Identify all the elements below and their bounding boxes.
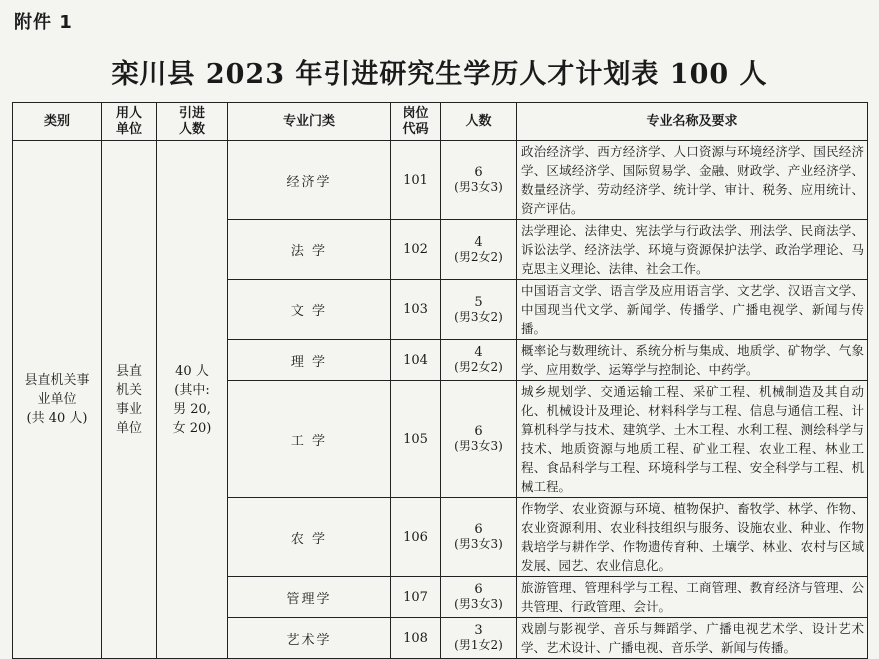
major-requirements: 概率论与数理统计、系统分析与集成、地质学、矿物学、气象学、应用数学、运筹学与控制论、中药学。 (517, 340, 868, 381)
header-major-category: 专业门类 (228, 103, 391, 141)
post-code: 107 (391, 577, 441, 618)
talent-plan-table (12, 102, 868, 659)
major-requirements: 作物学、农业资源与环境、植物保护、畜牧学、林学、作物、农业资源利用、农业科技组织与服务、设施农业、种业、作物栽培学与耕作学、作物遗传育种、土壤学、林业、农村与区域发展、园艺、农业信息化。 (517, 498, 868, 577)
major-requirements: 城乡规划学、交通运输工程、采矿工程、机械制造及其自动化、机械设计及理论、材料科学与工程、信息与通信工程、计算机科学与技术、建筑学、土木工程、水利工程、测绘科学与技术、地质资源与地质工程、矿业工程、农业工程、林业工程、食品科学与工程、环境科学与工程、安全科学与工程、机械工程。 (517, 381, 868, 498)
people-count: 5 (男3女2) (441, 280, 517, 340)
post-code: 104 (391, 340, 441, 381)
post-code: 105 (391, 381, 441, 498)
major-category: 农 学 (228, 498, 391, 577)
major-category: 理 学 (228, 340, 391, 381)
people-count: 6 (男3女3) (441, 141, 517, 220)
category-cell: 县直机关事 业单位 (共 40 人) (13, 141, 102, 659)
major-category: 管理学 (228, 577, 391, 618)
people-count: 4 (男2女2) (441, 340, 517, 381)
header-employer: 用人 单位 (102, 103, 157, 141)
total-count-cell: 40 人 (其中: 男 20, 女 20) (157, 141, 228, 659)
header-post-code: 岗位 代码 (391, 103, 441, 141)
major-category: 法 学 (228, 220, 391, 280)
major-requirements: 法学理论、法律史、宪法学与行政法学、刑法学、民商法学、诉讼法学、经济法学、环境与资源保护法学、政治学理论、马克思主义理论、法律、社会工作。 (517, 220, 868, 280)
post-code: 103 (391, 280, 441, 340)
people-count: 6 (男3女3) (441, 577, 517, 618)
major-category: 艺术学 (228, 618, 391, 659)
major-requirements: 政治经济学、西方经济学、人口资源与环境经济学、国民经济学、区域经济学、国际贸易学、金融、财政学、产业经济学、数量经济学、劳动经济学、统计学、审计、税务、应用统计、资产评估。 (517, 141, 868, 220)
post-code: 101 (391, 141, 441, 220)
header-people: 人数 (441, 103, 517, 141)
major-category: 工 学 (228, 381, 391, 498)
post-code: 108 (391, 618, 441, 659)
people-count: 3 (男1女2) (441, 618, 517, 659)
table-row (13, 141, 868, 220)
header-row (13, 103, 868, 141)
people-count: 4 (男2女2) (441, 220, 517, 280)
header-category: 类别 (13, 103, 102, 141)
major-requirements: 戏剧与影视学、音乐与舞蹈学、广播电视艺术学、设计艺术学、艺术设计、广播电视、音乐学、新闻与传播。 (517, 618, 868, 659)
document-title: 栾川县 2023 年引进研究生学历人才计划表 100 人 (111, 59, 768, 90)
header-requirements: 专业名称及要求 (517, 103, 868, 141)
post-code: 102 (391, 220, 441, 280)
header-count: 引进 人数 (157, 103, 228, 141)
major-requirements: 旅游管理、管理科学与工程、工商管理、教育经济与管理、公共管理、行政管理、会计。 (517, 577, 868, 618)
major-requirements: 中国语言文学、语言学及应用语言学、文艺学、汉语言文学、中国现当代文学、新闻学、传播学、广播电视学、新闻与传播。 (517, 280, 868, 340)
major-category: 经济学 (228, 141, 391, 220)
major-category: 文 学 (228, 280, 391, 340)
post-code: 106 (391, 498, 441, 577)
attachment-label: 附件 1 (14, 12, 73, 33)
people-count: 6 (男3女3) (441, 381, 517, 498)
employer-cell: 县直 机关 事业 单位 (102, 141, 157, 659)
people-count: 6 (男3女3) (441, 498, 517, 577)
